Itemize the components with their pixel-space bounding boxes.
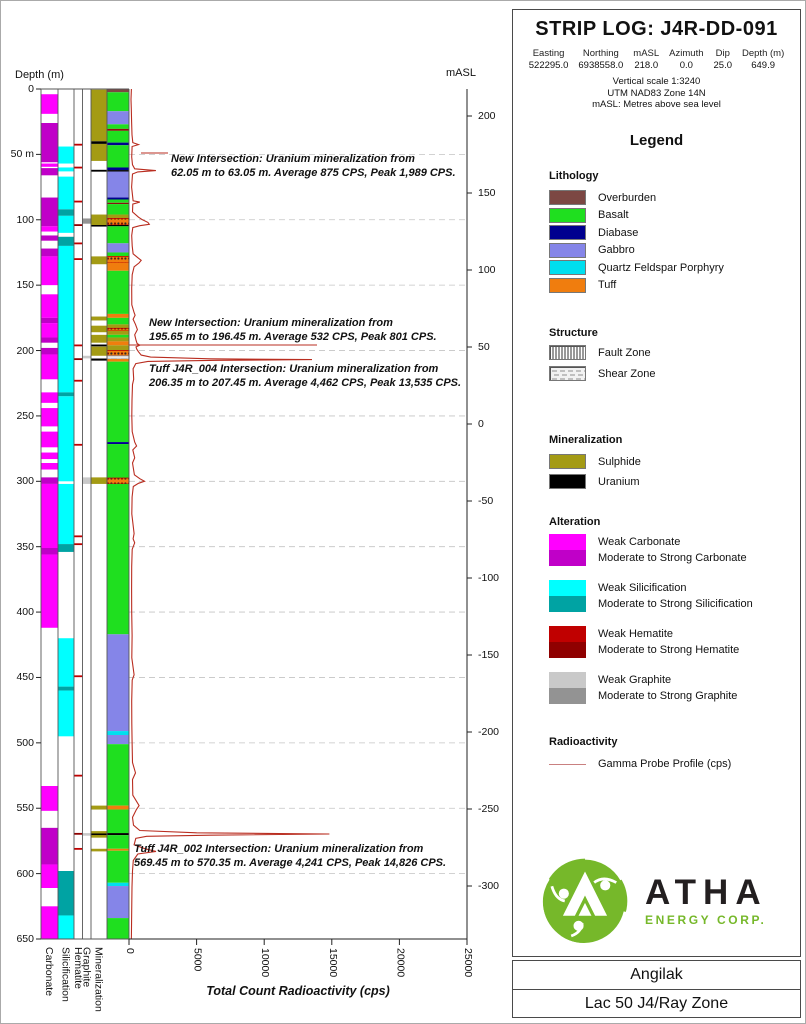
mineralization-item: [549, 474, 640, 489]
info-panel: [512, 9, 801, 957]
alteration-swatch: [549, 626, 586, 658]
drillhole-fields: [513, 48, 800, 71]
lithology-item: [549, 278, 616, 293]
mineralization-swatch: [549, 474, 586, 489]
field-dip: Dip 25.0: [713, 48, 732, 71]
lithology-item-label: Overburden: [598, 191, 657, 204]
mineralization-track: [91, 90, 107, 852]
intersection-annotation-3: Tuff J4R_004 Intersection: Uranium mineralization from 206.35 m to 207.45 m. Average 4,462 CPS, Peak 13,535 CPS.: [149, 363, 462, 389]
depth-tick-label: 450: [16, 671, 34, 684]
strip-log-plot: [1, 1, 511, 1024]
legend-title: Legend: [629, 132, 684, 149]
gamma-line-swatch: [549, 764, 586, 765]
alteration-swatch: [549, 580, 586, 612]
shear-zone-swatch: [549, 366, 586, 381]
column-label: Hematite: [72, 947, 84, 990]
field-depthm: Depth (m) 649.9: [742, 48, 785, 71]
masl-tick-label: 150: [478, 187, 496, 199]
depth-tick-label: 50 m: [10, 148, 34, 161]
scale-note: Vertical scale 1:3240: [612, 76, 701, 87]
masl-tick-label: -300: [478, 880, 500, 892]
column-label: Silicification: [59, 947, 72, 1002]
alteration-group: Weak Graphite Moderate to Strong Graphite: [549, 672, 737, 704]
column-label: Carbonate: [43, 947, 55, 997]
intersection-annotation-1: New Intersection: Uranium mineralization from 62.05 m to 63.05 m. Average 875 CPS, Peak 1,989 CPS.: [171, 153, 456, 179]
intersection-annotation-4: Tuff J4R_002 Intersection: Uranium mineralization from 569.45 m to 570.35 m. Average 4,241 CPS, Peak 14,826 CPS.: [134, 843, 447, 869]
x-tick-label: 20000: [394, 948, 407, 978]
x-tick-label: 15000: [326, 948, 339, 978]
lithology-item: [549, 243, 635, 258]
scale-notes: [513, 76, 800, 111]
depth-tick-label: 600: [16, 867, 34, 880]
depth-tick-label: 500: [16, 736, 34, 749]
project-box: [512, 960, 801, 1018]
lithology-swatch: [549, 278, 586, 293]
lithology-item-label: Diabase: [598, 226, 639, 239]
structure-item-label: Fault Zone: [598, 346, 651, 359]
x-tick-label: 0: [124, 948, 136, 954]
structure-heading: Structure: [549, 327, 598, 339]
lithology-item: [549, 225, 638, 240]
depth-tick-label: 200: [16, 344, 34, 357]
lithology-swatch: [549, 208, 586, 223]
lithology-heading: Lithology: [549, 170, 599, 182]
alteration-heading: Alteration: [549, 516, 601, 528]
depth-axis-title: Depth (m): [15, 69, 64, 81]
depth-tick-label: 400: [16, 606, 34, 619]
lithology-item-label: Tuff: [598, 279, 617, 291]
depth-tick-label: 300: [16, 475, 34, 488]
carbonate-track: [41, 94, 58, 939]
alteration-group: Weak Hematite Moderate to Strong Hematite: [549, 626, 739, 658]
mineralization-swatch: [549, 454, 586, 469]
masl-tick-label: -150: [478, 649, 500, 661]
x-tick-label: 5000: [191, 948, 204, 972]
atha-logo-icon: [539, 855, 631, 947]
depth-tick-label: 350: [16, 540, 34, 553]
gamma-curve: [131, 89, 329, 939]
structure-item: [549, 366, 655, 381]
logo-wordmark: ATHA: [645, 872, 768, 912]
alteration-group: Weak Silicification Moderate to Strong Silicification: [549, 580, 753, 612]
depth-tick-label: 550: [16, 802, 34, 815]
masl-tick-label: -50: [478, 495, 494, 507]
column-label: Graphite: [80, 947, 93, 988]
radioactivity-item-label: Gamma Probe Profile (cps): [598, 758, 732, 770]
logo-subtitle: ENERGY CORP.: [645, 912, 767, 927]
radioactivity-item: [549, 758, 731, 770]
lithology-track: [107, 89, 129, 939]
field-northing: Northing 6938558.0: [578, 48, 624, 71]
alteration-swatch: [549, 534, 586, 566]
masl-tick-label: -200: [478, 726, 500, 738]
field-easting: Easting 522295.0: [528, 48, 569, 71]
depth-tick-label: 100: [16, 213, 34, 226]
lithology-item: [549, 260, 724, 275]
mineralization-heading: Mineralization: [549, 434, 623, 446]
lithology-swatch: [549, 225, 586, 240]
depth-tick-label: 150: [16, 279, 34, 292]
field-azimuth: Azimuth 0.0: [669, 48, 704, 71]
lithology-item: [549, 190, 656, 205]
masl-tick-label: -100: [478, 572, 500, 584]
silicification-track: [58, 147, 74, 939]
masl-tick-label: 0: [478, 418, 484, 430]
radioactivity-heading: Radioactivity: [549, 736, 618, 748]
x-axis-title: Total Count Radioactivity (cps): [206, 984, 390, 998]
depth-tick-label: 250: [16, 409, 34, 422]
mineralization-item: [549, 454, 641, 469]
lithology-item-label: Gabbro: [598, 244, 635, 256]
alteration-swatch: [549, 672, 586, 704]
x-tick-label: 10000: [259, 948, 272, 978]
x-tick-label: 25000: [462, 948, 474, 978]
column-label: Mineralization: [92, 947, 105, 1012]
company-logo: [539, 855, 768, 947]
structure-item-label: Shear Zone: [598, 367, 656, 380]
masl-tick-label: 50: [478, 341, 490, 353]
masl-tick-label: 100: [478, 264, 496, 276]
fault-zone-swatch: [549, 345, 586, 360]
mineralization-item-label: Uranium: [598, 475, 640, 488]
lithology-swatch: [549, 190, 586, 205]
project-name: Angilak: [513, 961, 800, 990]
depth-tick-label: 0: [28, 83, 34, 95]
structure-item: [549, 345, 651, 360]
field-masl: mASL 218.0: [633, 48, 660, 71]
lithology-swatch: [549, 260, 586, 275]
scale-note: mASL: Metres above sea level: [592, 99, 721, 110]
masl-tick-label: -250: [478, 803, 500, 815]
zone-name: Lac 50 J4/Ray Zone: [584, 995, 729, 1012]
lithology-item: [549, 208, 629, 223]
page-title: STRIP LOG: J4R-DD-091: [535, 18, 778, 40]
scale-note: UTM NAD83 Zone 14N: [607, 87, 706, 99]
masl-tick-label: 200: [478, 110, 496, 122]
hematite-track: [74, 144, 83, 850]
mineralization-item-label: Sulphide: [598, 455, 641, 468]
lithology-item-label: Basalt: [598, 209, 629, 221]
masl-axis-title: mASL: [446, 67, 476, 79]
grid-lines: [129, 154, 467, 873]
intersection-annotation-2: New Intersection: Uranium mineralization from 195.65 m to 196.45 m. Average 532 CPS, Peak 801 CPS.: [149, 317, 437, 343]
lithology-item-label: Quartz Feldspar Porphyry: [598, 261, 724, 274]
depth-tick-label: 650: [16, 933, 34, 945]
graphite-track: [83, 218, 92, 835]
alteration-group: Weak Carbonate Moderate to Strong Carbonate: [549, 534, 747, 566]
lithology-swatch: [549, 243, 586, 258]
